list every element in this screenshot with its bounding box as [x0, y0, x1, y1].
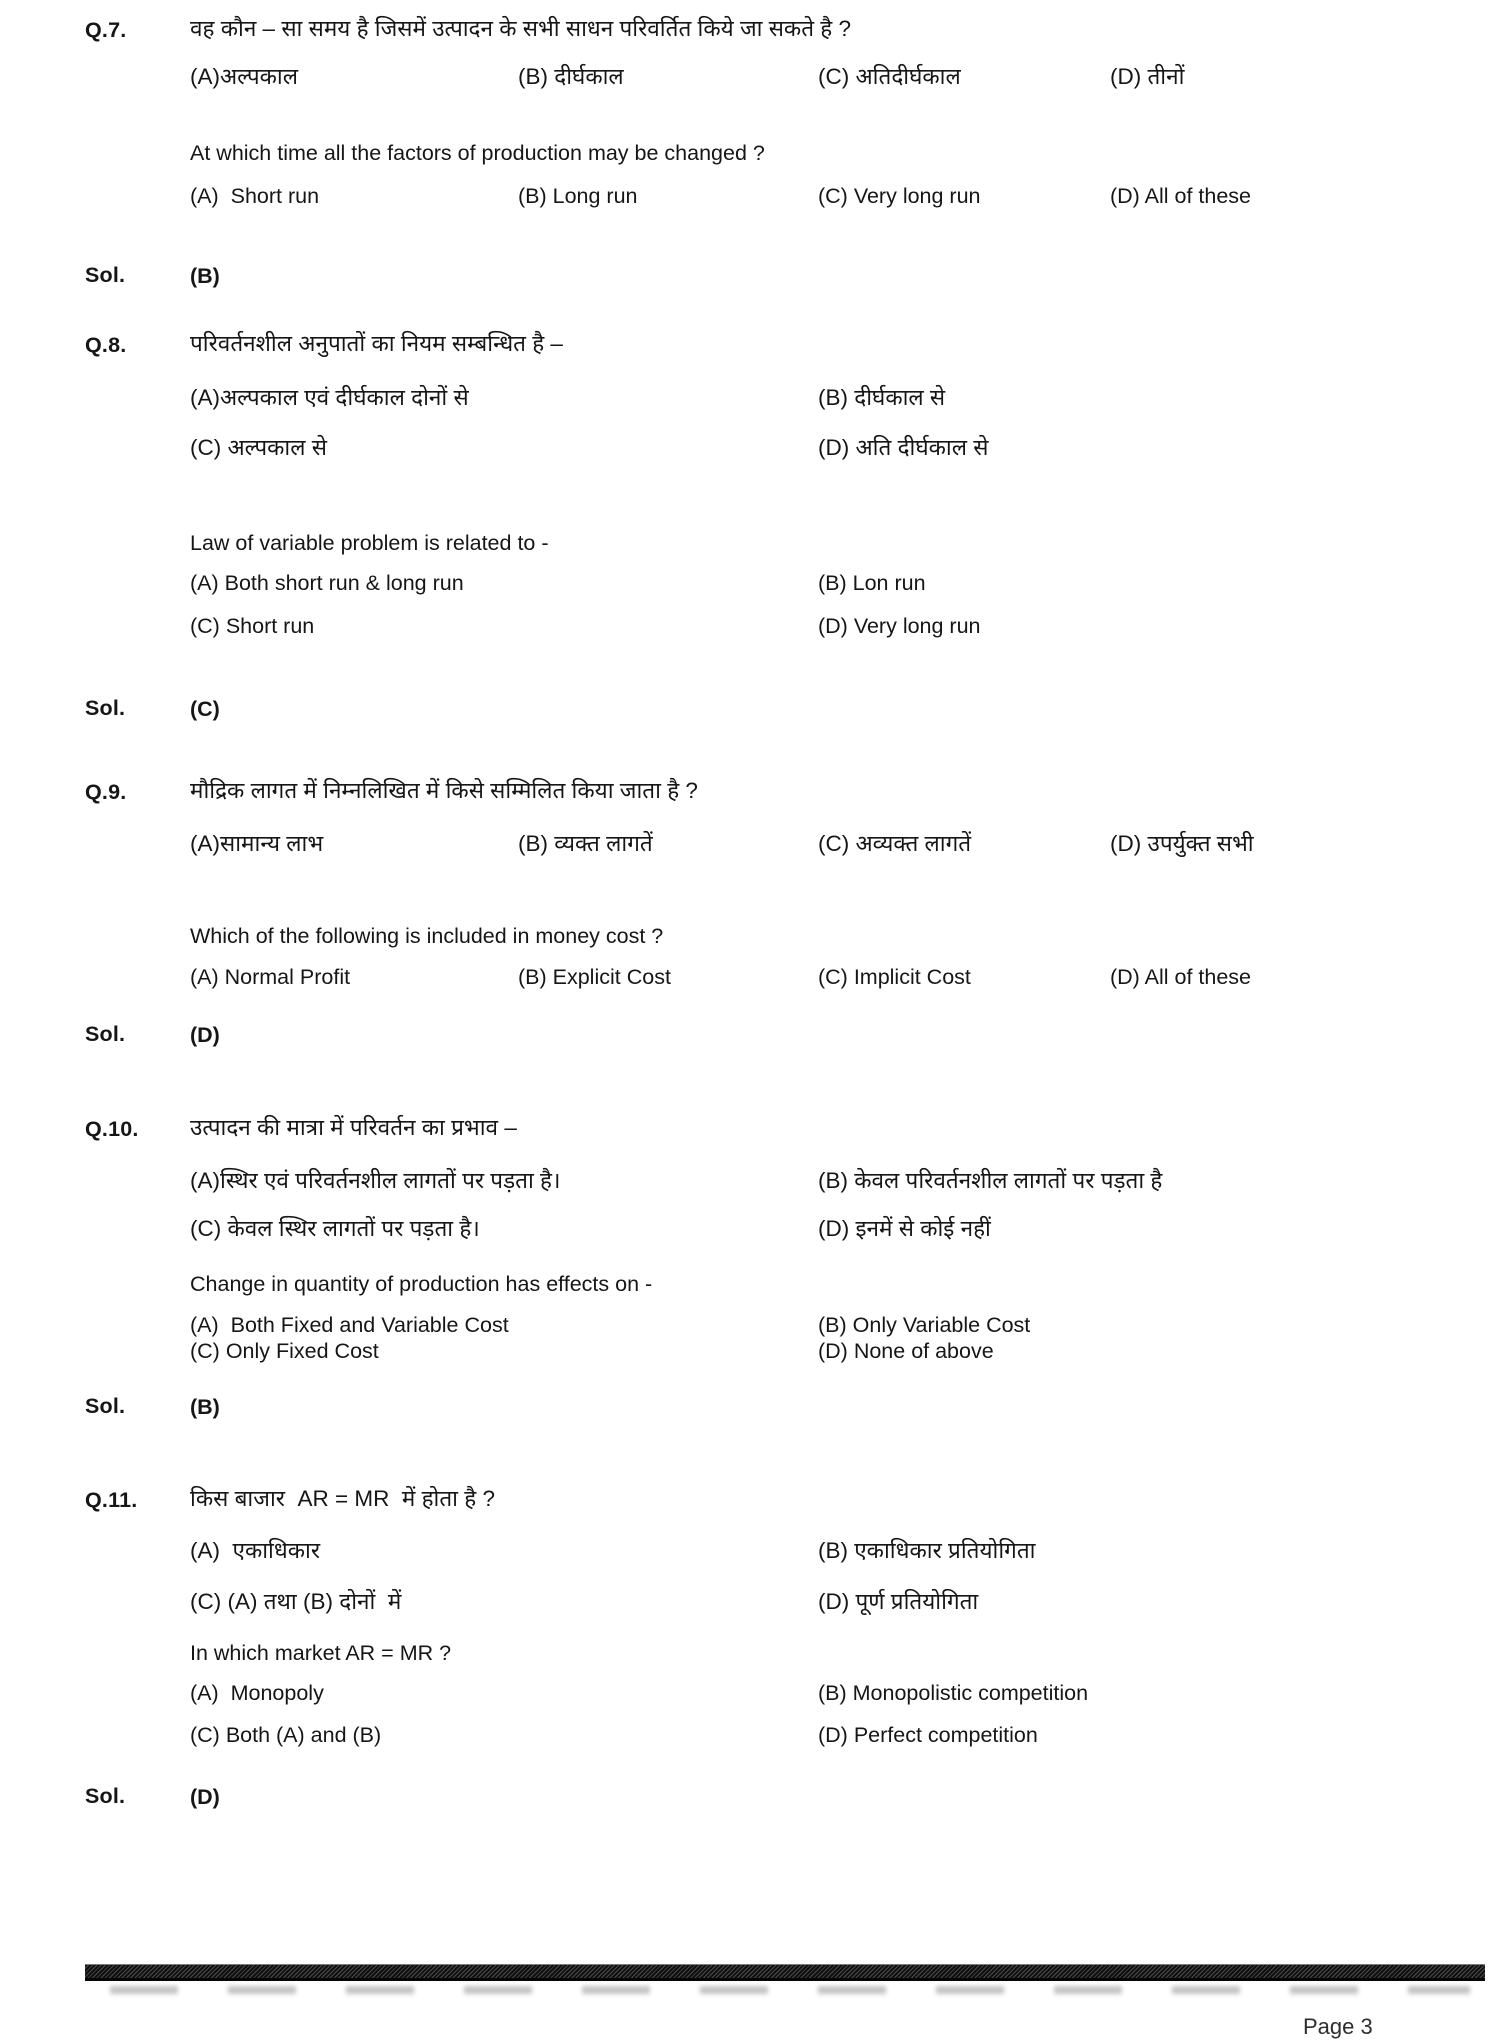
footer-rule-shadow	[110, 1986, 1470, 1994]
option-hindi-b: (B) व्यक्त लागतें	[518, 831, 653, 856]
solution-label: Sol.	[85, 263, 126, 287]
solution-label: Sol.	[85, 696, 126, 720]
question-text-hindi: किस बाजार AR = MR में होता है ?	[190, 1486, 495, 1511]
option-english-a: (A) Normal Profit	[190, 965, 351, 989]
option-english-d: (D) Perfect competition	[818, 1723, 1038, 1747]
question-number: Q.9.	[85, 780, 127, 804]
option-hindi-c: (C) केवल स्थिर लागतों पर पड़ता है।	[190, 1216, 480, 1241]
question-text-english: Law of variable problem is related to -	[190, 531, 549, 555]
solution-label: Sol.	[85, 1022, 126, 1046]
question-text-english: In which market AR = MR ?	[190, 1641, 452, 1665]
question-number: Q.11.	[85, 1488, 138, 1512]
options-row-english	[190, 1312, 1484, 1339]
options-row-english	[190, 613, 1484, 640]
option-hindi-a: (A)अल्पकाल	[190, 64, 298, 89]
option-english-d: (D) Very long run	[818, 614, 981, 638]
question-number: Q.10.	[85, 1117, 139, 1141]
option-hindi-c: (C) अल्पकाल से	[190, 435, 327, 460]
question-text-english: Change in quantity of production has effects on -	[190, 1272, 653, 1296]
option-hindi-c: (C) अव्यक्त लागतें	[818, 831, 972, 856]
option-hindi-c: (C) अतिदीर्घकाल	[818, 64, 961, 89]
option-hindi-a: (A) एकाधिकार	[190, 1538, 321, 1563]
option-hindi-a: (A)स्थिर एवं परिवर्तनशील लागतों पर पड़ता है।	[190, 1168, 561, 1193]
option-english-a: (A) Short run	[190, 184, 320, 208]
option-hindi-b: (B) दीर्घकाल से	[818, 385, 946, 410]
option-hindi-c: (C) (A) तथा (B) दोनों में	[190, 1589, 402, 1614]
option-english-b: (B) Explicit Cost	[518, 965, 671, 989]
solution-answer: (B)	[190, 1395, 220, 1419]
option-english-c: (C) Very long run	[818, 184, 981, 208]
option-hindi-d: (D) पूर्ण प्रतियोगिता	[818, 1589, 979, 1614]
solution-answer: (B)	[190, 264, 220, 288]
question-text-hindi: उत्पादन की मात्रा में परिवर्तन का प्रभाव –	[190, 1115, 517, 1140]
options-row-hindi	[190, 383, 1484, 412]
option-english-a: (A) Both Fixed and Variable Cost	[190, 1313, 509, 1337]
solution-answer: (D)	[190, 1785, 220, 1809]
options-row-hindi	[190, 1166, 1484, 1195]
options-row-hindi	[190, 1587, 1484, 1616]
question-number: Q.7.	[85, 18, 127, 42]
option-hindi-a: (A)अल्पकाल एवं दीर्घकाल दोनों से	[190, 385, 469, 410]
options-row-english	[190, 183, 1484, 210]
page-number: Page 3	[1303, 2014, 1373, 2039]
options-row-hindi	[190, 1214, 1484, 1243]
option-hindi-a: (A)सामान्य लाभ	[190, 831, 324, 856]
option-english-c: (C) Both (A) and (B)	[190, 1723, 382, 1747]
options-row-hindi	[190, 433, 1484, 462]
option-hindi-d: (D) उपर्युक्त सभी	[1110, 831, 1254, 856]
options-row-hindi	[190, 1536, 1484, 1565]
option-hindi-b: (B) एकाधिकार प्रतियोगिता	[818, 1538, 1036, 1563]
options-row-english	[190, 1722, 1484, 1749]
solution-answer: (D)	[190, 1023, 220, 1047]
option-hindi-b: (B) केवल परिवर्तनशील लागतों पर पड़ता है	[818, 1168, 1163, 1193]
option-hindi-d: (D) इनमें से कोई नहीं	[818, 1216, 991, 1241]
question-text-hindi: वह कौन – सा समय है जिसमें उत्पादन के सभी साधन परिवर्तित किये जा सकते है ?	[190, 16, 851, 41]
option-english-b: (B) Long run	[518, 184, 638, 208]
option-english-b: (B) Only Variable Cost	[818, 1313, 1031, 1337]
option-english-c: (C) Implicit Cost	[818, 965, 971, 989]
option-english-c: (C) Short run	[190, 614, 315, 638]
options-row-hindi	[190, 829, 1484, 858]
option-hindi-d: (D) अति दीर्घकाल से	[818, 435, 989, 460]
options-row-english	[190, 964, 1484, 991]
solution-label: Sol.	[85, 1394, 126, 1418]
option-english-c: (C) Only Fixed Cost	[190, 1339, 379, 1363]
option-hindi-b: (B) दीर्घकाल	[518, 64, 624, 89]
option-english-a: (A) Monopoly	[190, 1681, 324, 1705]
option-english-b: (B) Monopolistic competition	[818, 1681, 1089, 1705]
question-text-english: Which of the following is included in money cost ?	[190, 924, 664, 948]
solution-label: Sol.	[85, 1784, 126, 1808]
question-text-english: At which time all the factors of production may be changed ?	[190, 141, 765, 165]
question-number: Q.8.	[85, 333, 127, 357]
option-english-a: (A) Both short run & long run	[190, 571, 464, 595]
question-text-hindi: मौद्रिक लागत में निम्नलिखित में किसे सम्मिलित किया जाता है ?	[190, 778, 698, 803]
option-hindi-d: (D) तीनों	[1110, 64, 1185, 89]
question-text-hindi: परिवर्तनशील अनुपातों का नियम सम्बन्धित है –	[190, 331, 563, 356]
solution-answer: (C)	[190, 697, 220, 721]
options-row-english	[190, 1338, 1484, 1365]
option-english-d: (D) All of these	[1110, 965, 1251, 989]
footer-rule	[85, 1964, 1485, 1981]
option-english-d: (D) None of above	[818, 1339, 994, 1363]
options-row-english	[190, 1680, 1484, 1707]
options-row-english	[190, 570, 1484, 597]
option-english-d: (D) All of these	[1110, 184, 1251, 208]
options-row-hindi	[190, 62, 1484, 91]
option-english-b: (B) Lon run	[818, 571, 926, 595]
